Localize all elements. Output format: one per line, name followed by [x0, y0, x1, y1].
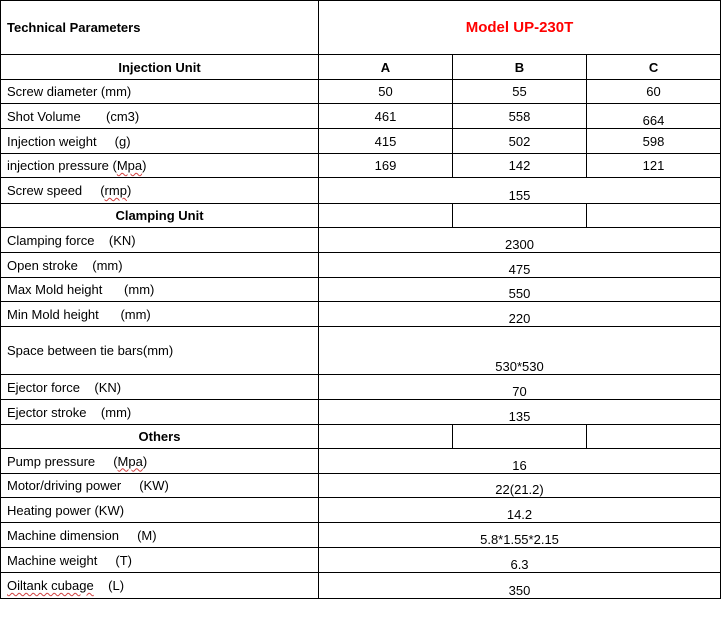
table-row [1, 400, 721, 425]
table-row [1, 80, 721, 104]
machine-dimension-value: 5.8*1.55*2.15 [319, 523, 721, 548]
injection-pressure-a: 169 [319, 154, 453, 178]
machine-weight-value: 6.3 [319, 548, 721, 573]
tie-bar-space-label: Space between tie bars(mm) [1, 327, 319, 375]
ejector-force-label: Ejector force (KN) [1, 375, 319, 400]
injection-unit-heading: Injection Unit [1, 55, 319, 80]
empty-cell [587, 425, 721, 449]
others-header-row [1, 425, 721, 449]
injection-weight-a: 415 [319, 129, 453, 154]
oiltank-cubage-value: 350 [319, 573, 721, 599]
empty-cell [453, 425, 587, 449]
oiltank-cubage-label-word: Oiltank cubage [7, 578, 94, 593]
pump-pressure-value: 16 [319, 449, 721, 474]
empty-cell [319, 425, 453, 449]
tie-bar-space-value: 530*530 [319, 327, 721, 375]
table-row [1, 474, 721, 498]
table-row [1, 498, 721, 523]
pump-pressure-label [1, 449, 319, 474]
injection-header-row [1, 55, 721, 80]
motor-power-value: 22(21.2) [319, 474, 721, 498]
table-row [1, 178, 721, 204]
table-row [1, 573, 721, 599]
table-row [1, 129, 721, 154]
clamping-header-row [1, 204, 721, 228]
shot-volume-b: 558 [453, 104, 587, 129]
max-mold-height-value: 550 [319, 278, 721, 302]
title-row [1, 1, 721, 55]
max-mold-height-label: Max Mold height (mm) [1, 278, 319, 302]
pump-pressure-label-prefix: Pump pressure ( [7, 453, 118, 469]
machine-dimension-label: Machine dimension (M) [1, 523, 319, 548]
oiltank-cubage-label [1, 573, 319, 599]
table-row [1, 375, 721, 400]
clamping-force-value: 2300 [319, 228, 721, 253]
screw-diameter-label: Screw diameter (mm) [1, 80, 319, 104]
table-row [1, 449, 721, 474]
shot-volume-label: Shot Volume (cm3) [1, 104, 319, 129]
table-row [1, 302, 721, 327]
table-row [1, 228, 721, 253]
injection-pressure-label-suffix: ) [142, 158, 147, 173]
heating-power-value: 14.2 [319, 498, 721, 523]
ejector-stroke-label: Ejector stroke (mm) [1, 400, 319, 425]
empty-cell [453, 204, 587, 228]
shot-volume-a: 461 [319, 104, 453, 129]
table-row [1, 253, 721, 278]
screw-speed-label-prefix: Screw speed ( [7, 183, 105, 198]
ejector-stroke-value: 135 [319, 400, 721, 425]
min-mold-height-value: 220 [319, 302, 721, 327]
injection-pressure-label [1, 154, 319, 178]
injection-pressure-b: 142 [453, 154, 587, 178]
screw-speed-value: 155 [319, 178, 721, 204]
injection-pressure-c: 121 [587, 154, 721, 178]
oiltank-cubage-label-suffix: (L) [93, 578, 125, 593]
shot-volume-c: 664 [587, 104, 721, 129]
empty-cell [319, 204, 453, 228]
table-row [1, 548, 721, 573]
pump-pressure-label-suffix: ) [142, 453, 148, 469]
clamping-unit-heading: Clamping Unit [1, 204, 319, 228]
others-heading: Others [1, 425, 319, 449]
table-row [1, 523, 721, 548]
injection-pressure-label-prefix: injection pressure ( [7, 158, 117, 173]
screw-speed-label-unit: rmp [104, 183, 127, 198]
injection-weight-b: 502 [453, 129, 587, 154]
table-row [1, 278, 721, 302]
open-stroke-value: 475 [319, 253, 721, 278]
column-a-heading: A [319, 55, 453, 80]
injection-pressure-label-unit: Mpa [116, 158, 143, 173]
heating-power-label: Heating power (KW) [1, 498, 319, 523]
table-row [1, 327, 721, 375]
screw-diameter-b: 55 [453, 80, 587, 104]
column-b-heading: B [453, 55, 587, 80]
injection-weight-c: 598 [587, 129, 721, 154]
column-c-heading: C [587, 55, 721, 80]
clamping-force-label: Clamping force (KN) [1, 228, 319, 253]
screw-diameter-c: 60 [587, 80, 721, 104]
model-name: Model UP-230T [319, 1, 721, 55]
injection-weight-label: Injection weight (g) [1, 129, 319, 154]
table-row [1, 154, 721, 178]
table-title: Technical Parameters [1, 1, 319, 55]
pump-pressure-label-unit: Mpa [117, 453, 143, 469]
screw-speed-label [1, 178, 319, 204]
screw-diameter-a: 50 [319, 80, 453, 104]
open-stroke-label: Open stroke (mm) [1, 253, 319, 278]
empty-cell [587, 204, 721, 228]
screw-speed-label-suffix: ) [126, 183, 132, 198]
min-mold-height-label: Min Mold height (mm) [1, 302, 319, 327]
machine-weight-label: Machine weight (T) [1, 548, 319, 573]
motor-power-label: Motor/driving power (KW) [1, 474, 319, 498]
table-row [1, 104, 721, 129]
ejector-force-value: 70 [319, 375, 721, 400]
